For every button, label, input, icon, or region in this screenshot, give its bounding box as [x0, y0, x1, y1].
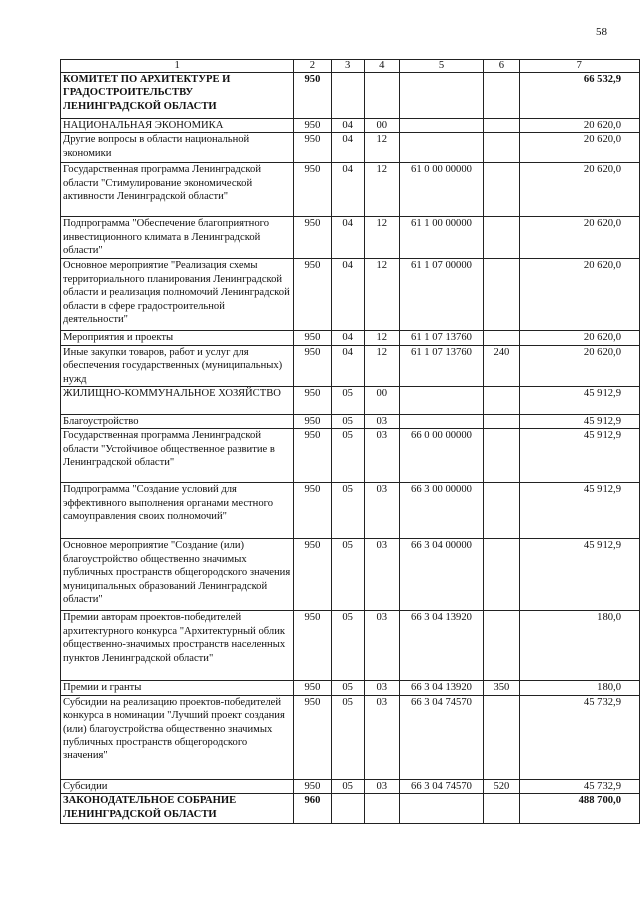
- row-amount-cell: 45 912,9: [519, 415, 639, 429]
- row-subsection-cell: 12: [364, 331, 399, 345]
- row-expense-type-cell: [484, 539, 519, 611]
- row-target-article-cell: [399, 133, 483, 163]
- header-cell: 1: [61, 60, 294, 73]
- row-subsection-cell: 12: [364, 133, 399, 163]
- row-target-article-cell: 66 3 04 74570: [399, 779, 483, 793]
- row-expense-type-cell: [484, 73, 519, 119]
- row-section-cell: 05: [331, 387, 364, 415]
- row-section-cell: 05: [331, 539, 364, 611]
- row-code-cell: 950: [294, 681, 331, 695]
- table-row: [61, 695, 640, 779]
- row-subsection-cell: 12: [364, 163, 399, 217]
- row-name-cell: Подпрограмма "Создание условий для эффективного выполнения органами местного самоуправления своих полномочий": [61, 483, 294, 539]
- row-target-article-cell: 66 3 00 00000: [399, 483, 483, 539]
- table-row: [61, 681, 640, 695]
- table-row: [61, 611, 640, 681]
- row-amount-cell: 20 620,0: [519, 163, 639, 217]
- row-target-article-cell: [399, 794, 483, 824]
- row-section-cell: 05: [331, 429, 364, 483]
- table-row: [61, 539, 640, 611]
- row-subsection-cell: 12: [364, 259, 399, 331]
- row-section-cell: 04: [331, 133, 364, 163]
- row-subsection-cell: 03: [364, 415, 399, 429]
- row-target-article-cell: 66 3 04 00000: [399, 539, 483, 611]
- row-code-cell: 950: [294, 345, 331, 386]
- row-name-cell: КОМИТЕТ ПО АРХИТЕКТУРЕ И ГРАДОСТРОИТЕЛЬСТВУ ЛЕНИНГРАДСКОЙ ОБЛАСТИ: [61, 73, 294, 119]
- table-row: [61, 259, 640, 331]
- table-row: [61, 163, 640, 217]
- row-name-cell: Субсидии: [61, 779, 294, 793]
- row-amount-cell: 20 620,0: [519, 259, 639, 331]
- row-subsection-cell: 03: [364, 429, 399, 483]
- table-row: [61, 429, 640, 483]
- row-subsection-cell: 03: [364, 611, 399, 681]
- row-name-cell: НАЦИОНАЛЬНАЯ ЭКОНОМИКА: [61, 119, 294, 133]
- row-amount-cell: 20 620,0: [519, 331, 639, 345]
- row-code-cell: 950: [294, 73, 331, 119]
- row-amount-cell: 20 620,0: [519, 345, 639, 386]
- row-code-cell: 950: [294, 779, 331, 793]
- row-section-cell: 04: [331, 119, 364, 133]
- budget-table: [60, 59, 640, 824]
- row-amount-cell: 45 912,9: [519, 429, 639, 483]
- row-name-cell: Субсидии на реализацию проектов-победителей конкурса в номинации "Лучший проект создания (или) благоустройства общественно значимых публичных пространств общегородского значения": [61, 695, 294, 779]
- row-target-article-cell: 61 1 00 00000: [399, 217, 483, 259]
- row-name-cell: Иные закупки товаров, работ и услуг для обеспечения государственных (муниципальных) нужд: [61, 345, 294, 386]
- row-expense-type-cell: 350: [484, 681, 519, 695]
- table-row: [61, 387, 640, 415]
- row-name-cell: Основное мероприятие "Реализация схемы территориального планирования Ленинградской области и реализация полномочий Ленинградской области в сфере градостроительной деятельности": [61, 259, 294, 331]
- row-expense-type-cell: [484, 415, 519, 429]
- row-name-cell: Премии авторам проектов-победителей архитектурного конкурса "Архитектурный облик общественно-значимых пространств населенных пунктов Ленинградской области": [61, 611, 294, 681]
- row-target-article-cell: 61 1 07 13760: [399, 331, 483, 345]
- page-number: 58: [596, 26, 607, 38]
- row-code-cell: 950: [294, 387, 331, 415]
- row-amount-cell: 20 620,0: [519, 217, 639, 259]
- column-number-header: [61, 60, 640, 73]
- row-name-cell: Мероприятия и проекты: [61, 331, 294, 345]
- row-target-article-cell: 66 3 04 13920: [399, 611, 483, 681]
- row-expense-type-cell: [484, 387, 519, 415]
- row-expense-type-cell: [484, 483, 519, 539]
- row-target-article-cell: [399, 415, 483, 429]
- row-subsection-cell: 12: [364, 345, 399, 386]
- table-row: [61, 73, 640, 119]
- row-amount-cell: 20 620,0: [519, 119, 639, 133]
- header-cell: 3: [331, 60, 364, 73]
- row-name-cell: Государственная программа Ленинградской области "Стимулирование экономической активности Ленинградской области": [61, 163, 294, 217]
- row-target-article-cell: [399, 119, 483, 133]
- row-amount-cell: 45 732,9: [519, 779, 639, 793]
- row-subsection-cell: 03: [364, 681, 399, 695]
- row-section-cell: 05: [331, 415, 364, 429]
- row-section-cell: 04: [331, 259, 364, 331]
- header-cell: 4: [364, 60, 399, 73]
- row-name-cell: Премии и гранты: [61, 681, 294, 695]
- row-code-cell: 950: [294, 695, 331, 779]
- row-name-cell: ЖИЛИЩНО-КОММУНАЛЬНОЕ ХОЗЯЙСТВО: [61, 387, 294, 415]
- row-code-cell: 960: [294, 794, 331, 824]
- row-code-cell: 950: [294, 133, 331, 163]
- row-section-cell: 05: [331, 779, 364, 793]
- row-expense-type-cell: 520: [484, 779, 519, 793]
- row-amount-cell: 180,0: [519, 611, 639, 681]
- row-subsection-cell: 12: [364, 217, 399, 259]
- row-name-cell: Основное мероприятие "Создание (или) благоустройство общественно значимых публичных пространств общегородского значения муниципальных образований Ленинградской области": [61, 539, 294, 611]
- row-section-cell: [331, 73, 364, 119]
- row-target-article-cell: 66 3 04 74570: [399, 695, 483, 779]
- table-row: [61, 415, 640, 429]
- row-code-cell: 950: [294, 415, 331, 429]
- row-expense-type-cell: 240: [484, 345, 519, 386]
- row-expense-type-cell: [484, 119, 519, 133]
- row-amount-cell: 45 912,9: [519, 387, 639, 415]
- row-name-cell: ЗАКОНОДАТЕЛЬНОЕ СОБРАНИЕ ЛЕНИНГРАДСКОЙ ОБЛАСТИ: [61, 794, 294, 824]
- row-name-cell: Государственная программа Ленинградской области "Устойчивое общественное развитие в Ленинградской области": [61, 429, 294, 483]
- table-row: [61, 794, 640, 824]
- row-expense-type-cell: [484, 695, 519, 779]
- header-cell: 5: [399, 60, 483, 73]
- row-section-cell: 04: [331, 331, 364, 345]
- row-target-article-cell: [399, 387, 483, 415]
- row-section-cell: 04: [331, 345, 364, 386]
- row-subsection-cell: 03: [364, 539, 399, 611]
- row-section-cell: 04: [331, 163, 364, 217]
- row-name-cell: Благоустройство: [61, 415, 294, 429]
- row-code-cell: 950: [294, 611, 331, 681]
- row-target-article-cell: 61 1 07 00000: [399, 259, 483, 331]
- row-target-article-cell: 61 1 07 13760: [399, 345, 483, 386]
- table-row: [61, 779, 640, 793]
- row-amount-cell: 45 912,9: [519, 539, 639, 611]
- row-expense-type-cell: [484, 331, 519, 345]
- row-expense-type-cell: [484, 429, 519, 483]
- table-row: [61, 119, 640, 133]
- row-code-cell: 950: [294, 217, 331, 259]
- row-expense-type-cell: [484, 217, 519, 259]
- row-amount-cell: 488 700,0: [519, 794, 639, 824]
- row-section-cell: 05: [331, 483, 364, 539]
- row-target-article-cell: 66 3 04 13920: [399, 681, 483, 695]
- row-code-cell: 950: [294, 163, 331, 217]
- header-cell: 6: [484, 60, 519, 73]
- row-subsection-cell: 03: [364, 483, 399, 539]
- row-subsection-cell: [364, 73, 399, 119]
- row-amount-cell: 20 620,0: [519, 133, 639, 163]
- row-target-article-cell: 66 0 00 00000: [399, 429, 483, 483]
- row-section-cell: [331, 794, 364, 824]
- row-amount-cell: 45 732,9: [519, 695, 639, 779]
- row-amount-cell: 66 532,9: [519, 73, 639, 119]
- row-code-cell: 950: [294, 259, 331, 331]
- row-expense-type-cell: [484, 611, 519, 681]
- row-code-cell: 950: [294, 483, 331, 539]
- table-row: [61, 217, 640, 259]
- table-row: [61, 331, 640, 345]
- row-expense-type-cell: [484, 794, 519, 824]
- row-name-cell: Подпрограмма "Обеспечение благоприятного инвестиционного климата в Ленинградской области": [61, 217, 294, 259]
- row-target-article-cell: 61 0 00 00000: [399, 163, 483, 217]
- row-expense-type-cell: [484, 259, 519, 331]
- row-subsection-cell: 00: [364, 119, 399, 133]
- row-name-cell: Другие вопросы в области национальной экономики: [61, 133, 294, 163]
- row-expense-type-cell: [484, 133, 519, 163]
- row-code-cell: 950: [294, 539, 331, 611]
- header-cell: 7: [519, 60, 639, 73]
- table-row: [61, 483, 640, 539]
- row-code-cell: 950: [294, 331, 331, 345]
- row-section-cell: 05: [331, 695, 364, 779]
- row-expense-type-cell: [484, 163, 519, 217]
- row-subsection-cell: 03: [364, 695, 399, 779]
- row-section-cell: 04: [331, 217, 364, 259]
- row-subsection-cell: 00: [364, 387, 399, 415]
- row-amount-cell: 180,0: [519, 681, 639, 695]
- row-code-cell: 950: [294, 429, 331, 483]
- row-section-cell: 05: [331, 611, 364, 681]
- row-code-cell: 950: [294, 119, 331, 133]
- table-row: [61, 133, 640, 163]
- row-section-cell: 05: [331, 681, 364, 695]
- row-subsection-cell: [364, 794, 399, 824]
- row-target-article-cell: [399, 73, 483, 119]
- header-cell: 2: [294, 60, 331, 73]
- table-row: [61, 345, 640, 386]
- row-subsection-cell: 03: [364, 779, 399, 793]
- row-amount-cell: 45 912,9: [519, 483, 639, 539]
